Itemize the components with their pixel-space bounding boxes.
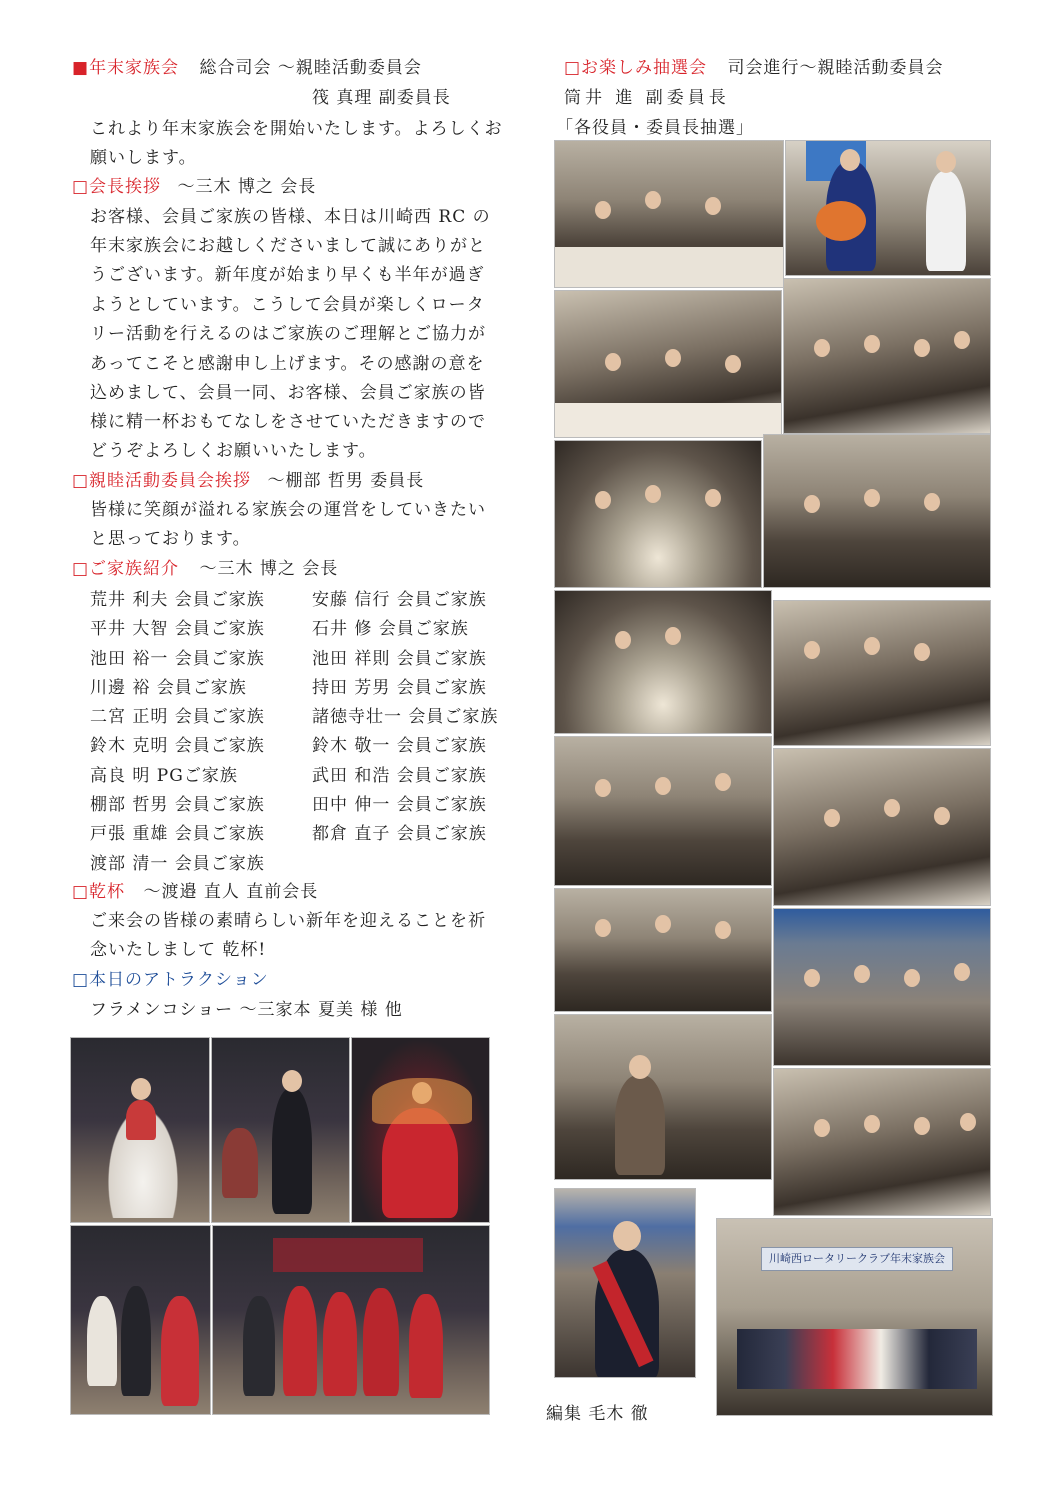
family-list-left [90,586,290,879]
photo-party-2 [554,290,782,438]
section-heading-toast [72,880,318,904]
photo-party-3 [783,278,991,434]
committee-title: □親睦活動委員会挨拶 [72,471,252,491]
lottery-rest: 司会進行〜親睦活動委員会 [727,58,944,78]
photo-party-6 [554,590,772,734]
photo-party-12 [554,1014,772,1180]
heading-sub: 筏 真理 副委員長 [312,88,451,108]
lottery-caption: 「各役員・委員長抽選」 [556,118,754,138]
toast-line: ご来会の皆様の素晴らしい新年を迎えることを祈 [90,911,486,931]
list-item: 二宮 正明 会員ご家族 [90,707,265,728]
attraction-line: フラメンコショー 〜三家本 夏美 様 他 [90,1000,403,1020]
list-item: 荒井 利夫 会員ご家族 [90,590,265,610]
section-heading-year-end-party [72,56,422,80]
list-item: 渡部 清一 会員ご家族 [90,853,265,874]
photo-flamenco-santa [212,1225,490,1415]
lottery-sub: 筒井 進 副委員長 [564,88,730,108]
photo-flamenco-group [70,1225,211,1415]
list-item: 川邊 裕 会員ご家族 [90,677,247,698]
list-item: 安藤 信行 会員ご家族 [312,590,487,610]
committee-line: と思っております。 [90,529,251,549]
heading-marker: ■ [72,58,90,78]
editor-credit: 編集 毛木 徹 [546,1404,649,1424]
photo-party-10 [554,888,772,1012]
list-item: 戸張 重雄 会員ご家族 [90,824,265,845]
greeting-line: 込めまして、会員一同、お客様、会員ご家族の皆 [90,383,486,403]
committee-line: 皆様に笑顔が溢れる家族会の運営をしていきたい [90,500,486,520]
lottery-title: □お楽しみ抽選会 [564,58,708,78]
list-item: 平井 大智 会員ご家族 [90,619,265,640]
photo-party-1 [554,140,784,288]
greeting-line: リー活動を行えるのはご家族のご理解とご協力が [90,324,486,344]
heading-title: 年末家族会 [89,58,180,78]
photo-party-8 [554,736,772,886]
list-item: 池田 祥則 会員ご家族 [312,648,487,669]
greeting-line: ようとしています。こうして会員が楽しくロータ [90,295,485,315]
photo-party-5 [763,434,991,588]
committee-rest: 〜棚部 哲男 委員長 [267,471,425,491]
photo-group-banner [716,1218,993,1416]
greeting-rest: 〜三木 博之 会長 [177,177,317,197]
list-item: 石井 修 会員ご家族 [312,619,469,640]
greeting-line: あってこそと感謝申し上げます。その感謝の意を [90,354,485,374]
list-item: 鈴木 敬一 会員ご家族 [312,736,487,757]
list-item: 池田 裕一 会員ご家族 [90,648,265,669]
photo-party-13 [773,1068,991,1216]
list-item: 田中 伸一 会員ご家族 [312,795,487,816]
list-item: 鈴木 克明 会員ご家族 [90,736,265,757]
photo-host-sash [554,1188,696,1378]
toast-rest: 〜渡邉 直人 直前会長 [143,882,319,902]
opening-line-1: これより年末家族会を開始いたします。よろしくお [90,119,503,139]
section-heading-committee [72,469,424,493]
family-list-right [312,586,512,850]
photo-flamenco-dancer [70,1037,210,1223]
opening-line-2: 願いします。 [90,148,197,168]
list-item: 持田 芳男 会員ご家族 [312,677,487,698]
photo-party-11 [773,908,991,1066]
photo-party-4 [554,440,762,588]
greeting-line: 年末家族会にお越しくださいまして誠にありがと [90,236,486,256]
family-title: □ご家族紹介 [72,559,180,579]
list-item: 高良 明 PGご家族 [90,765,238,786]
list-item: 武田 和浩 会員ご家族 [312,765,487,786]
greeting-line: 様に精一杯おもてなしをさせていただきますので [90,412,486,432]
event-banner: 川崎西ロータリークラブ年末家族会 [761,1247,953,1271]
list-item: 都倉 直子 会員ご家族 [312,824,487,845]
photo-flamenco-guitarist [211,1037,350,1223]
greeting-line: どうぞよろしくお願いいたします。 [90,441,377,461]
photo-flamenco-red-dress [351,1037,490,1223]
greeting-line: お客様、会員ご家族の皆様、本日は川崎西 RC の [90,207,491,227]
section-heading-lottery [564,56,943,80]
photo-party-7 [773,600,991,746]
photo-lottery-winner [785,140,991,276]
section-heading-greeting [72,175,316,199]
toast-line: 念いたしまして 乾杯! [90,940,267,960]
section-heading-family [72,557,338,581]
greeting-title: □会長挨拶 [72,177,162,197]
list-item: 棚部 哲男 会員ご家族 [90,795,265,816]
toast-title: □乾杯 [72,882,126,902]
list-item: 諸徳寺壮一 会員ご家族 [312,707,499,728]
greeting-line: うございます。新年度が始まり早くも半年が過ぎ [90,265,485,285]
photo-party-9 [773,748,991,906]
section-heading-attraction: □本日のアトラクション [72,970,269,990]
family-rest: 〜三木 博之 会長 [199,559,339,579]
heading-rest: 総合司会 〜親睦活動委員会 [199,58,422,78]
